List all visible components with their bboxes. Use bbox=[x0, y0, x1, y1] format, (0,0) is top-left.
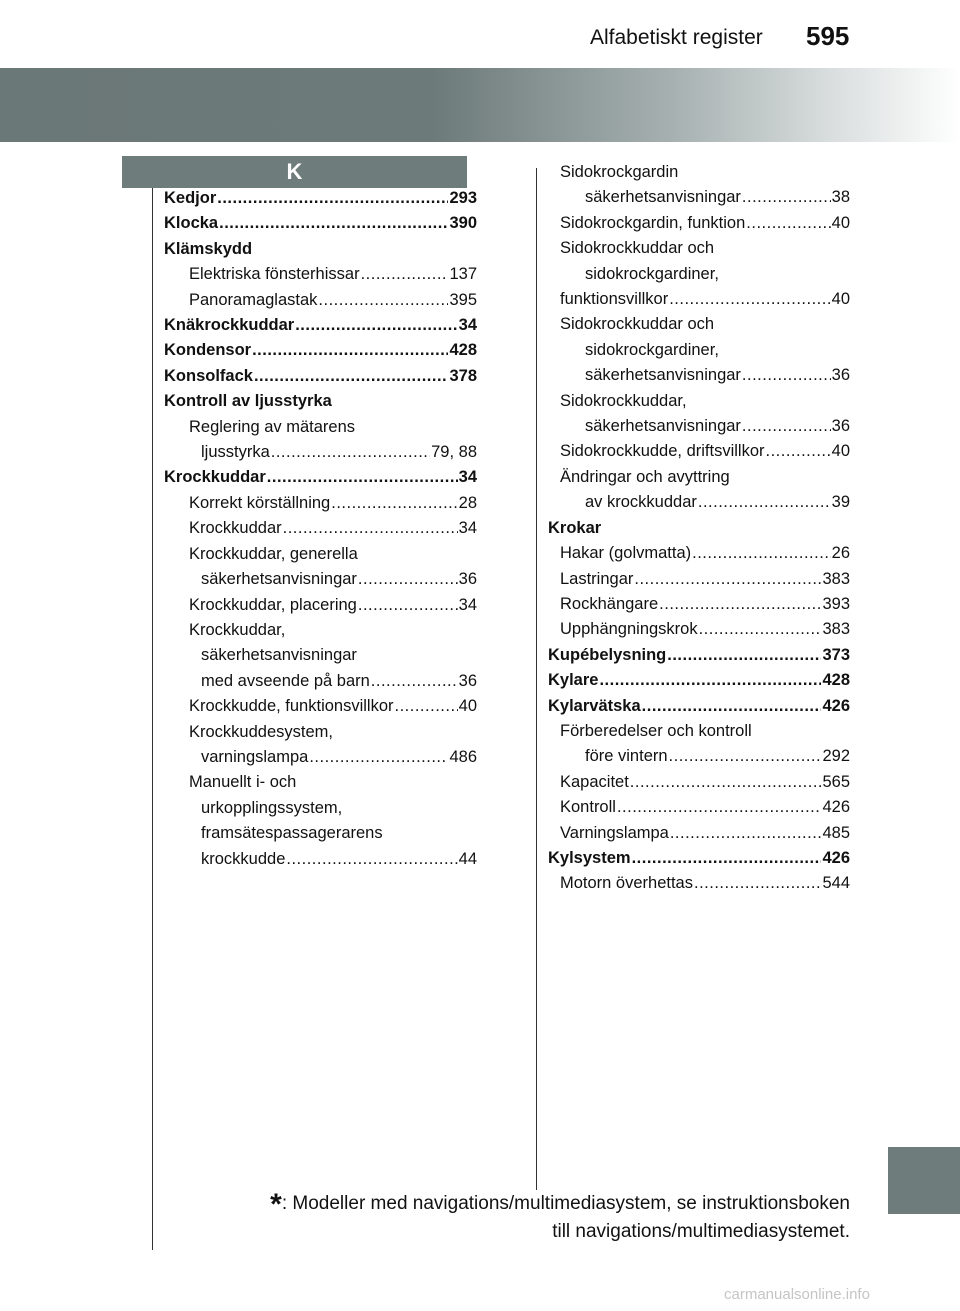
dot-leader bbox=[642, 694, 822, 719]
index-entry bbox=[548, 846, 850, 871]
index-entry bbox=[164, 669, 477, 694]
index-entry-page[interactable]: 79, 88 bbox=[431, 443, 477, 462]
footnote-line2: till navigations/multimediasystemet. bbox=[552, 1221, 850, 1242]
index-entry bbox=[548, 694, 850, 719]
dot-leader bbox=[254, 364, 449, 389]
index-entry-page[interactable]: 36 bbox=[458, 570, 477, 589]
dot-leader bbox=[599, 668, 821, 693]
index-entry-page[interactable]: 40 bbox=[458, 697, 477, 716]
index-entry-term: Sidokrockgardin, funktion bbox=[560, 213, 746, 232]
index-entry-term: Krockkuddar, placering bbox=[189, 595, 357, 614]
index-heading: Krockkuddesystem, bbox=[189, 722, 333, 741]
index-entry bbox=[548, 871, 850, 896]
index-entry-page[interactable]: 373 bbox=[822, 645, 850, 664]
index-entry bbox=[548, 541, 850, 566]
index-entry-term: varningslampa bbox=[201, 747, 309, 766]
index-entry bbox=[164, 440, 477, 465]
index-entry-term: funktionsvillkor bbox=[560, 290, 669, 309]
index-entry-page[interactable]: 293 bbox=[449, 189, 477, 207]
index-entry-term: Sidokrockkudde, driftsvillkor bbox=[560, 442, 765, 461]
dot-leader bbox=[361, 262, 449, 287]
index-entry-term: Krockkuddar bbox=[189, 519, 282, 538]
index-heading: säkerhetsanvisningar bbox=[201, 646, 357, 665]
dot-leader bbox=[698, 490, 831, 515]
index-entry-page[interactable]: 383 bbox=[822, 569, 850, 588]
index-entry bbox=[164, 491, 477, 516]
index-entry-term: säkerhetsanvisningar bbox=[585, 417, 741, 436]
dot-leader bbox=[630, 770, 822, 795]
index-entry bbox=[164, 516, 477, 541]
index-heading: Ändringar och avyttring bbox=[560, 467, 730, 486]
index-entry-term: Elektriska fönsterhissar bbox=[189, 265, 360, 284]
index-entry-page[interactable]: 40 bbox=[831, 290, 850, 309]
index-entry-term: säkerhetsanvisningar bbox=[585, 366, 741, 385]
index-entry bbox=[164, 338, 477, 363]
index-entry bbox=[548, 490, 850, 515]
dot-leader bbox=[358, 593, 458, 618]
dot-leader bbox=[295, 313, 457, 338]
index-entry-page[interactable]: 565 bbox=[822, 772, 850, 791]
dot-leader bbox=[217, 186, 448, 211]
index-entry-term: Kylarvätska bbox=[548, 696, 641, 715]
dot-leader bbox=[358, 567, 458, 592]
index-entry-term: ljusstyrka bbox=[201, 443, 270, 462]
dot-leader bbox=[694, 871, 821, 896]
index-entry-term: Kondensor bbox=[164, 341, 252, 360]
dot-leader bbox=[219, 211, 448, 236]
index-entry-page[interactable]: 28 bbox=[458, 493, 477, 512]
index-entry bbox=[548, 617, 850, 642]
index-entry-term: säkerhetsanvisningar bbox=[585, 188, 741, 207]
dot-leader bbox=[271, 440, 430, 465]
header-band bbox=[0, 68, 960, 142]
dot-leader bbox=[766, 439, 831, 464]
index-heading: sidokrockgardiner, bbox=[585, 340, 719, 359]
index-entry-term: Konsolfack bbox=[164, 366, 253, 385]
index-entry bbox=[548, 795, 850, 820]
index-entry-page[interactable]: 390 bbox=[449, 214, 477, 233]
index-heading: Klämskydd bbox=[164, 239, 253, 258]
index-entry-page[interactable]: 485 bbox=[822, 823, 850, 842]
index-heading: Sidokrockkuddar och bbox=[560, 239, 715, 258]
index-entry bbox=[548, 770, 850, 795]
dot-leader bbox=[670, 821, 822, 846]
index-entry-term: Klocka bbox=[164, 214, 219, 233]
index-entry-term: Kontroll bbox=[560, 798, 616, 817]
index-heading: sidokrockgardiner, bbox=[585, 264, 719, 283]
index-entry-term: Kedjor bbox=[164, 189, 217, 207]
footnote bbox=[170, 1190, 850, 1245]
dot-leader bbox=[669, 744, 822, 769]
index-entry-page[interactable]: 34 bbox=[458, 316, 477, 335]
index-entry-term: Kylsystem bbox=[548, 848, 631, 867]
dot-leader bbox=[667, 643, 821, 668]
index-heading: Kontroll av ljusstyrka bbox=[164, 392, 332, 411]
index-entry-page[interactable]: 137 bbox=[449, 265, 477, 284]
index-entry-page[interactable]: 426 bbox=[822, 848, 850, 867]
index-entry-term: Krockkudde, funktionsvillkor bbox=[189, 697, 394, 716]
page-number: 595 bbox=[806, 21, 850, 51]
index-entry-term: krockkudde bbox=[201, 849, 286, 868]
index-entry-page[interactable]: 378 bbox=[449, 366, 477, 385]
index-entry-page[interactable]: 428 bbox=[822, 671, 850, 690]
column-divider bbox=[536, 168, 537, 1190]
dot-leader bbox=[309, 745, 448, 770]
index-entry bbox=[548, 414, 850, 439]
index-entry-term: Rockhängare bbox=[560, 594, 659, 613]
index-entry bbox=[548, 185, 850, 210]
index-entry bbox=[164, 313, 477, 338]
index-entry-term: Hakar (golvmatta) bbox=[560, 544, 692, 563]
index-entry-term: Korrekt körställning bbox=[189, 493, 331, 512]
dot-leader bbox=[286, 847, 457, 872]
index-entry-term: Varningslampa bbox=[560, 823, 669, 842]
index-entry-page[interactable]: 34 bbox=[458, 519, 477, 538]
index-heading: Sidokrockkuddar, bbox=[560, 391, 687, 410]
index-entry-term: säkerhetsanvisningar bbox=[201, 570, 357, 589]
index-entry bbox=[164, 593, 477, 618]
index-entry bbox=[164, 465, 477, 490]
index-entry bbox=[164, 186, 477, 211]
index-entry-page[interactable]: 486 bbox=[449, 747, 477, 766]
index-entry-page[interactable]: 40 bbox=[831, 213, 850, 232]
index-entry-term: Panoramaglastak bbox=[189, 290, 318, 309]
index-entry-term: med avseende på barn bbox=[201, 671, 370, 690]
index-entry bbox=[548, 744, 850, 769]
footnote-star: * bbox=[270, 1188, 282, 1221]
index-entry bbox=[164, 288, 477, 313]
dot-leader bbox=[742, 363, 831, 388]
dot-leader bbox=[742, 185, 831, 210]
index-entry-page[interactable]: 292 bbox=[822, 747, 850, 766]
index-entry-page[interactable]: 40 bbox=[831, 442, 850, 461]
index-entry-term: Knäkrockkuddar bbox=[164, 316, 295, 335]
dot-leader bbox=[617, 795, 822, 820]
index-entry-term: av krockkuddar bbox=[585, 493, 697, 512]
dot-leader bbox=[331, 491, 457, 516]
index-entry bbox=[548, 363, 850, 388]
chapter-side-tab[interactable] bbox=[888, 1147, 960, 1214]
index-entry-term: Krockkuddar bbox=[164, 468, 266, 487]
index-entry bbox=[548, 287, 850, 312]
index-entry-page[interactable]: 38 bbox=[831, 188, 850, 207]
index-column-right bbox=[548, 160, 850, 897]
dot-leader bbox=[692, 541, 831, 566]
index-entry bbox=[164, 262, 477, 287]
dot-leader bbox=[632, 846, 822, 871]
index-heading: Krockkuddar, generella bbox=[189, 544, 358, 563]
index-entry-term: Upphängningskrok bbox=[560, 620, 698, 639]
dot-leader bbox=[659, 592, 821, 617]
index-entry bbox=[164, 364, 477, 389]
index-heading: Krockkuddar, bbox=[189, 620, 286, 639]
index-entry bbox=[548, 668, 850, 693]
header-title: Alfabetiskt register bbox=[590, 26, 763, 49]
index-entry-page[interactable]: 34 bbox=[458, 595, 477, 614]
index-entry-term: Kapacitet bbox=[560, 772, 629, 791]
index-entry bbox=[164, 567, 477, 592]
index-heading: Krokar bbox=[548, 518, 602, 537]
index-entry bbox=[548, 643, 850, 668]
index-entry-page[interactable]: 36 bbox=[831, 366, 850, 385]
dot-leader bbox=[267, 465, 458, 490]
index-heading: urkopplingssystem, bbox=[201, 798, 343, 817]
index-entry-term: Kylare bbox=[548, 671, 599, 690]
index-column-left bbox=[164, 186, 477, 872]
index-entry bbox=[164, 745, 477, 770]
index-entry-term: Motorn överhettas bbox=[560, 874, 693, 893]
index-heading: Sidokrockgardin bbox=[560, 163, 679, 181]
index-entry bbox=[548, 211, 850, 236]
watermark: carmanualsonline.info bbox=[724, 1286, 870, 1303]
index-entry-page[interactable]: 36 bbox=[831, 417, 850, 436]
index-entry-page[interactable]: 383 bbox=[822, 620, 850, 639]
index-heading: framsätespassagerarens bbox=[201, 824, 383, 843]
dot-leader bbox=[252, 338, 448, 363]
index-entry-term: före vintern bbox=[585, 747, 668, 766]
dot-leader bbox=[742, 414, 831, 439]
index-entry-page[interactable]: 395 bbox=[449, 290, 477, 309]
index-heading: Manuellt i- och bbox=[189, 773, 297, 792]
section-letter-tab: K bbox=[122, 156, 467, 188]
index-entry-page[interactable]: 34 bbox=[458, 468, 477, 487]
index-entry bbox=[164, 694, 477, 719]
index-entry-term: Lastringar bbox=[560, 569, 634, 588]
index-entry bbox=[548, 821, 850, 846]
index-entry-page[interactable]: 428 bbox=[449, 341, 477, 360]
dot-leader bbox=[318, 288, 448, 313]
index-entry-page[interactable]: 36 bbox=[458, 671, 477, 690]
dot-leader bbox=[699, 617, 822, 642]
dot-leader bbox=[371, 669, 458, 694]
dot-leader bbox=[634, 567, 821, 592]
left-column-rule bbox=[152, 188, 153, 1250]
index-heading: Reglering av mätarens bbox=[189, 417, 355, 436]
index-entry-page[interactable]: 39 bbox=[831, 493, 850, 512]
dot-leader bbox=[395, 694, 458, 719]
page-header bbox=[0, 0, 960, 60]
index-entry bbox=[548, 567, 850, 592]
dot-leader bbox=[746, 211, 830, 236]
index-heading: Förberedelser och kontroll bbox=[560, 721, 752, 740]
index-entry-page[interactable]: 426 bbox=[822, 696, 850, 715]
index-entry-page[interactable]: 426 bbox=[822, 798, 850, 817]
dot-leader bbox=[283, 516, 458, 541]
index-entry-page[interactable]: 544 bbox=[822, 874, 850, 893]
index-entry bbox=[164, 211, 477, 236]
index-entry-term: Kupébelysning bbox=[548, 645, 667, 664]
footnote-line1: : Modeller med navigations/multimediasystem, se instruktionsboken bbox=[281, 1193, 850, 1214]
index-entry-page[interactable]: 393 bbox=[822, 594, 850, 613]
index-entry-page[interactable]: 44 bbox=[458, 849, 477, 868]
index-entry-page[interactable]: 26 bbox=[831, 544, 850, 563]
index-heading: Sidokrockkuddar och bbox=[560, 315, 715, 334]
index-entry bbox=[548, 439, 850, 464]
index-entry bbox=[548, 592, 850, 617]
index-entry bbox=[164, 847, 477, 872]
dot-leader bbox=[669, 287, 830, 312]
